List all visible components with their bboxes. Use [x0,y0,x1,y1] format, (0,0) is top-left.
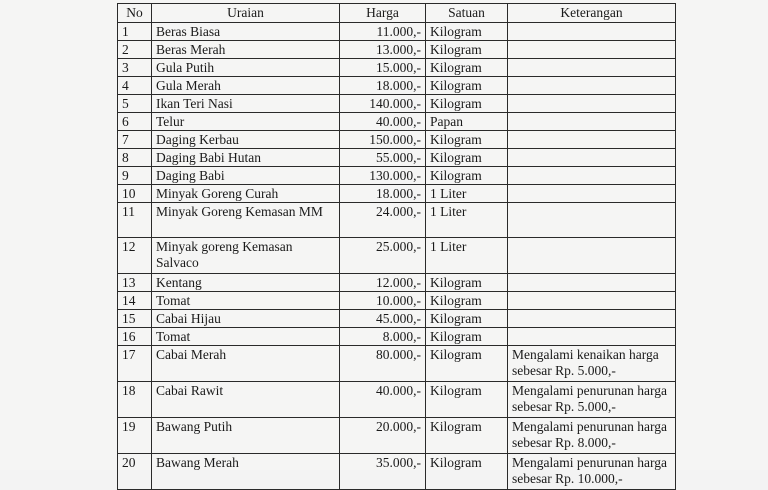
row-satuan: 1 Liter [426,185,508,203]
row-harga: 20.000,- [340,418,426,454]
row-keterangan: Mengalami penurunan harga sebesar Rp. 8.000,- [508,418,676,454]
row-keterangan [508,274,676,292]
row-keterangan [508,41,676,59]
row-satuan: Kilogram [426,454,508,490]
row-keterangan [508,185,676,203]
row-no: 20 [118,454,152,490]
row-satuan: Kilogram [426,292,508,310]
row-keterangan [508,77,676,95]
row-keterangan [508,310,676,328]
row-no: 8 [118,149,152,167]
row-keterangan [508,95,676,113]
row-satuan: Kilogram [426,346,508,382]
row-harga: 35.000,- [340,454,426,490]
row-satuan: Kilogram [426,274,508,292]
row-satuan: Kilogram [426,41,508,59]
row-harga: 24.000,- [340,203,426,238]
row-keterangan [508,59,676,77]
row-no: 19 [118,418,152,454]
row-keterangan [508,113,676,131]
row-uraian: Tomat [152,328,340,346]
row-uraian: Gula Putih [152,59,340,77]
row-no: 3 [118,59,152,77]
row-uraian: Daging Babi Hutan [152,149,340,167]
table-row [118,167,676,185]
row-uraian: Beras Biasa [152,23,340,41]
row-harga: 15.000,- [340,59,426,77]
table-row [118,203,676,238]
row-no: 2 [118,41,152,59]
row-harga: 13.000,- [340,41,426,59]
row-satuan: 1 Liter [426,203,508,238]
row-no: 4 [118,77,152,95]
row-no: 6 [118,113,152,131]
header-no: No [118,4,152,23]
row-no: 1 [118,23,152,41]
row-no: 18 [118,382,152,418]
table-row [118,95,676,113]
row-harga: 11.000,- [340,23,426,41]
table-row [118,149,676,167]
price-table [117,3,676,490]
row-harga: 18.000,- [340,77,426,95]
row-keterangan [508,131,676,149]
row-no: 15 [118,310,152,328]
row-harga: 45.000,- [340,310,426,328]
row-harga: 80.000,- [340,346,426,382]
row-uraian: Daging Babi [152,167,340,185]
table-row [118,131,676,149]
row-uraian: Bawang Putih [152,418,340,454]
row-keterangan: Mengalami kenaikan harga sebesar Rp. 5.000,- [508,346,676,382]
table-row [118,292,676,310]
row-keterangan: Mengalami penurunan harga sebesar Rp. 10.000,- [508,454,676,490]
row-uraian: Daging Kerbau [152,131,340,149]
row-uraian: Minyak Goreng Curah [152,185,340,203]
table-row [118,274,676,292]
row-no: 5 [118,95,152,113]
table-row [118,310,676,328]
row-harga: 12.000,- [340,274,426,292]
table-body [118,23,676,490]
row-uraian: Cabai Merah [152,346,340,382]
row-harga: 40.000,- [340,382,426,418]
row-harga: 40.000,- [340,113,426,131]
row-harga: 140.000,- [340,95,426,113]
row-uraian: Cabai Hijau [152,310,340,328]
header-harga: Harga [340,4,426,23]
row-harga: 25.000,- [340,238,426,274]
row-satuan: Papan [426,113,508,131]
row-keterangan [508,149,676,167]
table-row [118,418,676,454]
row-satuan: Kilogram [426,59,508,77]
row-harga: 55.000,- [340,149,426,167]
row-satuan: Kilogram [426,23,508,41]
table-row [118,382,676,418]
row-no: 9 [118,167,152,185]
row-keterangan [508,167,676,185]
row-uraian: Bawang Merah [152,454,340,490]
row-satuan: Kilogram [426,328,508,346]
row-satuan: Kilogram [426,131,508,149]
row-keterangan [508,203,676,238]
row-no: 10 [118,185,152,203]
row-harga: 150.000,- [340,131,426,149]
row-harga: 18.000,- [340,185,426,203]
row-keterangan: Mengalami penurunan harga sebesar Rp. 5.000,- [508,382,676,418]
row-harga: 10.000,- [340,292,426,310]
row-no: 17 [118,346,152,382]
row-satuan: Kilogram [426,77,508,95]
table-row [118,328,676,346]
table-row [118,77,676,95]
row-satuan: Kilogram [426,418,508,454]
row-no: 14 [118,292,152,310]
header-keterangan: Keterangan [508,4,676,23]
row-uraian: Cabai Rawit [152,382,340,418]
table-row [118,23,676,41]
header-uraian: Uraian [152,4,340,23]
table-row [118,238,676,274]
row-harga: 130.000,- [340,167,426,185]
table-row [118,454,676,490]
row-uraian: Tomat [152,292,340,310]
row-keterangan [508,238,676,274]
row-no: 11 [118,203,152,238]
table-header-row [118,4,676,23]
row-keterangan [508,328,676,346]
row-no: 7 [118,131,152,149]
row-keterangan [508,23,676,41]
row-uraian: Telur [152,113,340,131]
row-satuan: Kilogram [426,95,508,113]
row-uraian: Minyak goreng Kemasan Salvaco [152,238,340,274]
row-satuan: Kilogram [426,149,508,167]
row-uraian: Ikan Teri Nasi [152,95,340,113]
row-uraian: Minyak Goreng Kemasan MM [152,203,340,238]
table-row [118,113,676,131]
row-satuan: 1 Liter [426,238,508,274]
table-row [118,185,676,203]
table-row [118,346,676,382]
row-keterangan [508,292,676,310]
table-row [118,59,676,77]
row-satuan: Kilogram [426,310,508,328]
row-satuan: Kilogram [426,382,508,418]
row-uraian: Gula Merah [152,77,340,95]
row-no: 13 [118,274,152,292]
header-satuan: Satuan [426,4,508,23]
row-uraian: Beras Merah [152,41,340,59]
row-no: 12 [118,238,152,274]
row-harga: 8.000,- [340,328,426,346]
row-no: 16 [118,328,152,346]
row-satuan: Kilogram [426,167,508,185]
row-uraian: Kentang [152,274,340,292]
table-row [118,41,676,59]
